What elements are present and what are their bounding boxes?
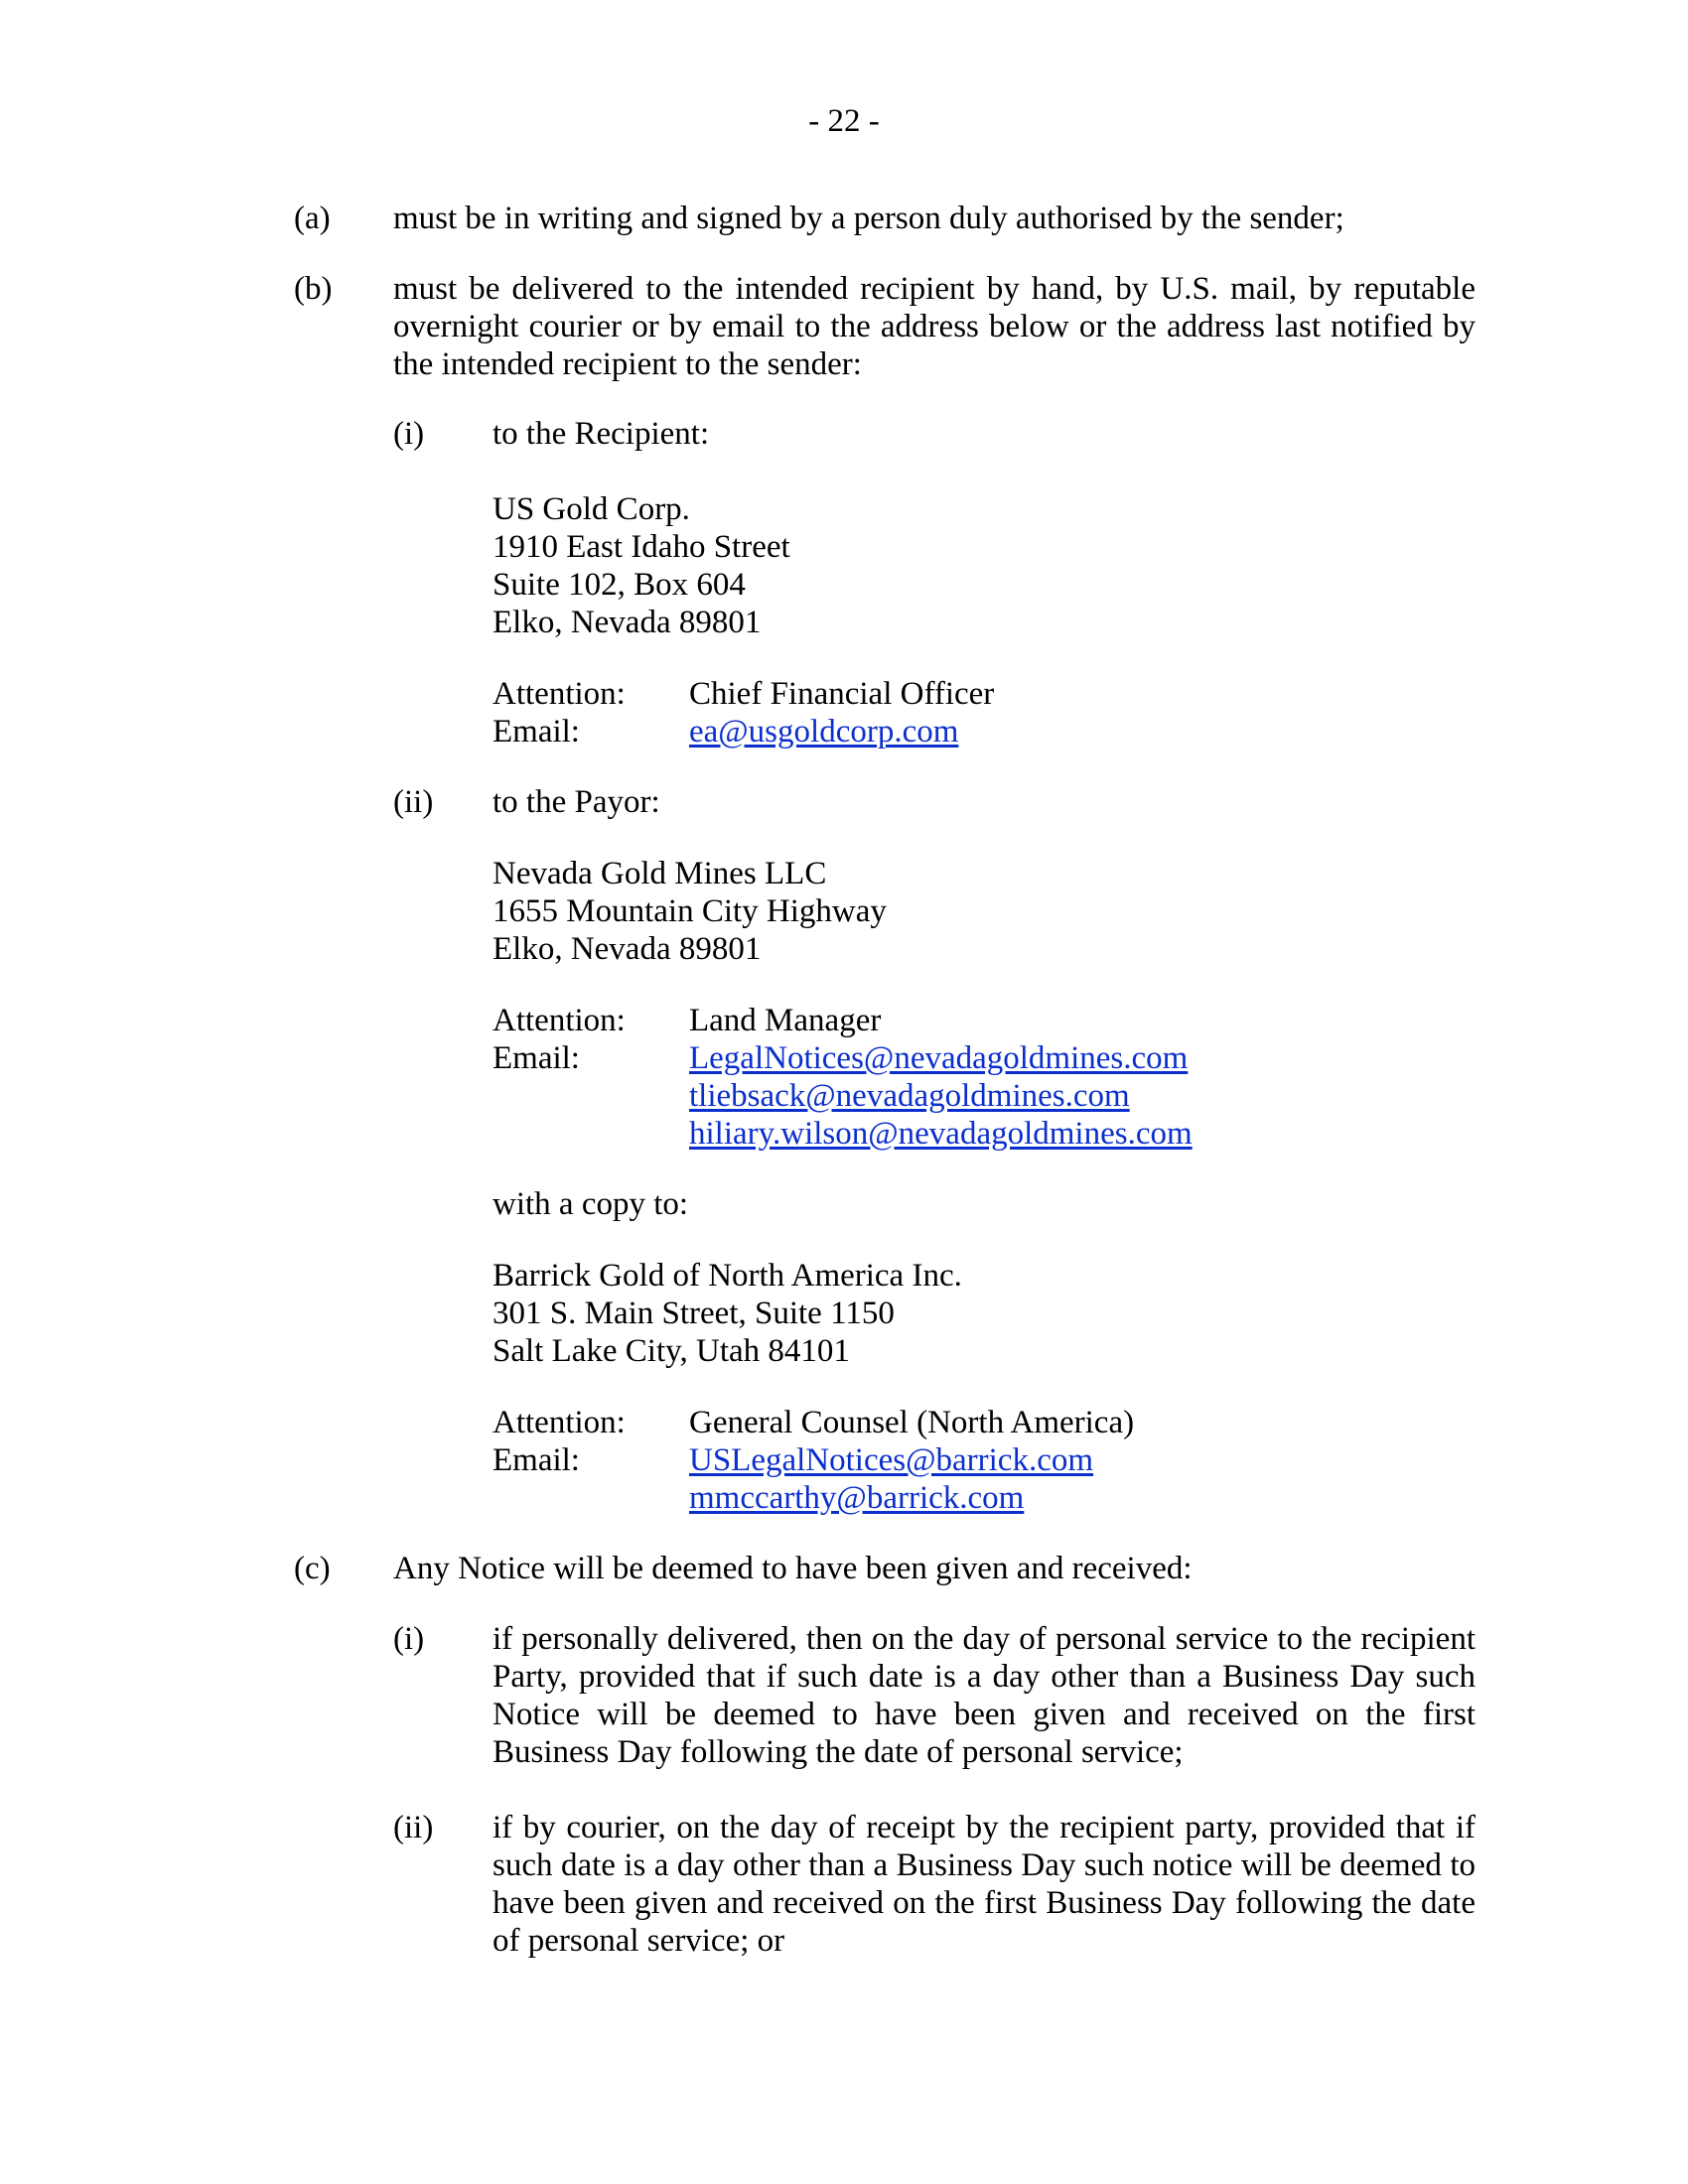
- payor-address-line: 1655 Mountain City Highway: [492, 893, 887, 929]
- clause-c-i-label: (i): [393, 1621, 425, 1657]
- clause-a-label: (a): [294, 201, 331, 236]
- clause-c-ii-text: if by courier, on the day of receipt by the recipient party, provided that if such date is a day other than a Business Day such notice will be deemed to have been given and received on the first Business Day following the date of personal service; or: [492, 1810, 1476, 1959]
- recipient-address-line: Elko, Nevada 89801: [492, 605, 762, 640]
- copy-email-label: Email:: [492, 1442, 580, 1478]
- payor-email-label: Email:: [492, 1040, 580, 1076]
- clause-c-i-text: if personally delivered, then on the day of personal service to the recipient Party, provided that if such date is a day other than a Business Day such Notice will be deemed to have been given and received on the first Business Day following the date of personal service;: [492, 1621, 1476, 1770]
- clause-b-i-label: (i): [393, 416, 425, 452]
- copy-heading: with a copy to:: [492, 1186, 689, 1222]
- clause-a-text: must be in writing and signed by a person duly authorised by the sender;: [393, 201, 1344, 236]
- clause-b-text: must be delivered to the intended recipient by hand, by U.S. mail, by reputable overnight courier or by email to the address below or the address last notified by the intended recipient to the sender:: [393, 271, 1476, 382]
- copy-email-link[interactable]: USLegalNotices@barrick.com: [689, 1442, 1094, 1478]
- copy-email-link[interactable]: mmccarthy@barrick.com: [689, 1480, 1025, 1516]
- payor-heading: to the Payor:: [492, 784, 660, 820]
- payor-email-link[interactable]: tliebsack@nevadagoldmines.com: [689, 1078, 1130, 1114]
- clause-c-text: Any Notice will be deemed to have been given and received:: [393, 1551, 1193, 1586]
- clause-c-label: (c): [294, 1551, 331, 1586]
- copy-attention-label: Attention:: [492, 1405, 626, 1440]
- recipient-address-line: US Gold Corp.: [492, 491, 690, 527]
- payor-email-link[interactable]: hiliary.wilson@nevadagoldmines.com: [689, 1116, 1193, 1152]
- payor-attention-value: Land Manager: [689, 1003, 882, 1038]
- payor-address-line: Nevada Gold Mines LLC: [492, 856, 827, 891]
- copy-address-line: Salt Lake City, Utah 84101: [492, 1333, 850, 1369]
- copy-address-line: 301 S. Main Street, Suite 1150: [492, 1296, 895, 1331]
- payor-address-line: Elko, Nevada 89801: [492, 931, 762, 967]
- page-number: - 22 -: [808, 103, 880, 139]
- recipient-address-line: 1910 East Idaho Street: [492, 529, 790, 565]
- clause-b-label: (b): [294, 271, 333, 307]
- recipient-address-line: Suite 102, Box 604: [492, 567, 746, 603]
- recipient-heading: to the Recipient:: [492, 416, 710, 452]
- payor-attention-label: Attention:: [492, 1003, 626, 1038]
- recipient-email-link[interactable]: ea@usgoldcorp.com: [689, 714, 959, 750]
- payor-email-link[interactable]: LegalNotices@nevadagoldmines.com: [689, 1040, 1189, 1076]
- recipient-attention-value: Chief Financial Officer: [689, 676, 995, 712]
- recipient-email-label: Email:: [492, 714, 580, 750]
- clause-b-ii-label: (ii): [393, 784, 434, 820]
- clause-c-ii-label: (ii): [393, 1810, 434, 1845]
- recipient-attention-label: Attention:: [492, 676, 626, 712]
- copy-address-line: Barrick Gold of North America Inc.: [492, 1258, 962, 1294]
- copy-attention-value: General Counsel (North America): [689, 1405, 1135, 1440]
